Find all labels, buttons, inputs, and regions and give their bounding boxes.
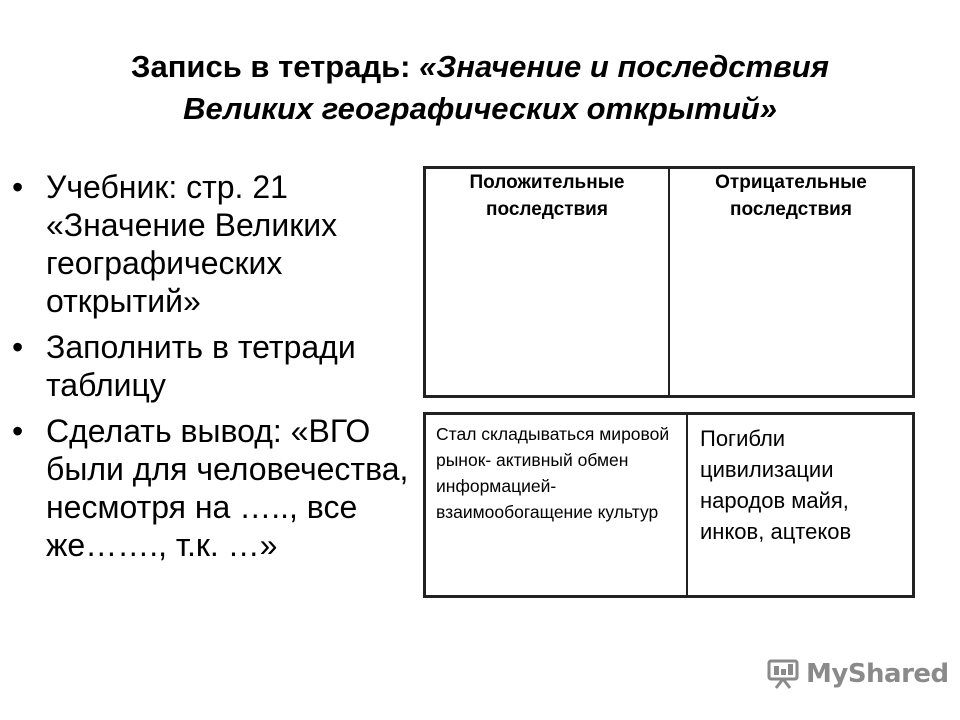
title-emphasis-line2: Великих географических открытий» (183, 91, 777, 126)
watermark (766, 656, 949, 692)
bullet-item-fill-table: • Заполнить в тетради таблицу (10, 328, 415, 404)
cell-positive: Стал складываться мировой рынок- активный обмен информацией- взаимообогащение культур (425, 414, 688, 597)
consequences-table-header (423, 166, 915, 398)
header-negative: Отрицательные последствия (669, 168, 914, 397)
bullet-item-textbook: • Учебник: стр. 21 «Значение Великих географических открытий» (10, 168, 415, 320)
title-emphasis-line1: «Значение и последствия (419, 49, 829, 84)
header-positive: Положительные последствия (425, 168, 670, 397)
presentation-board-icon (766, 657, 800, 691)
consequences-table-body (423, 412, 915, 598)
cell-negative: Погибли цивилизации народов майя, инков, ацтеков (687, 414, 914, 597)
bullet-item-conclusion: • Сделать вывод: «ВГО были для человечества, несмотря на ….., все же……., т.к. …» (10, 412, 415, 564)
bullet-list (10, 168, 415, 572)
watermark-text: MyShared (806, 659, 949, 689)
title-lead: Запись в тетрадь: (131, 49, 411, 84)
slide-title (40, 46, 920, 130)
